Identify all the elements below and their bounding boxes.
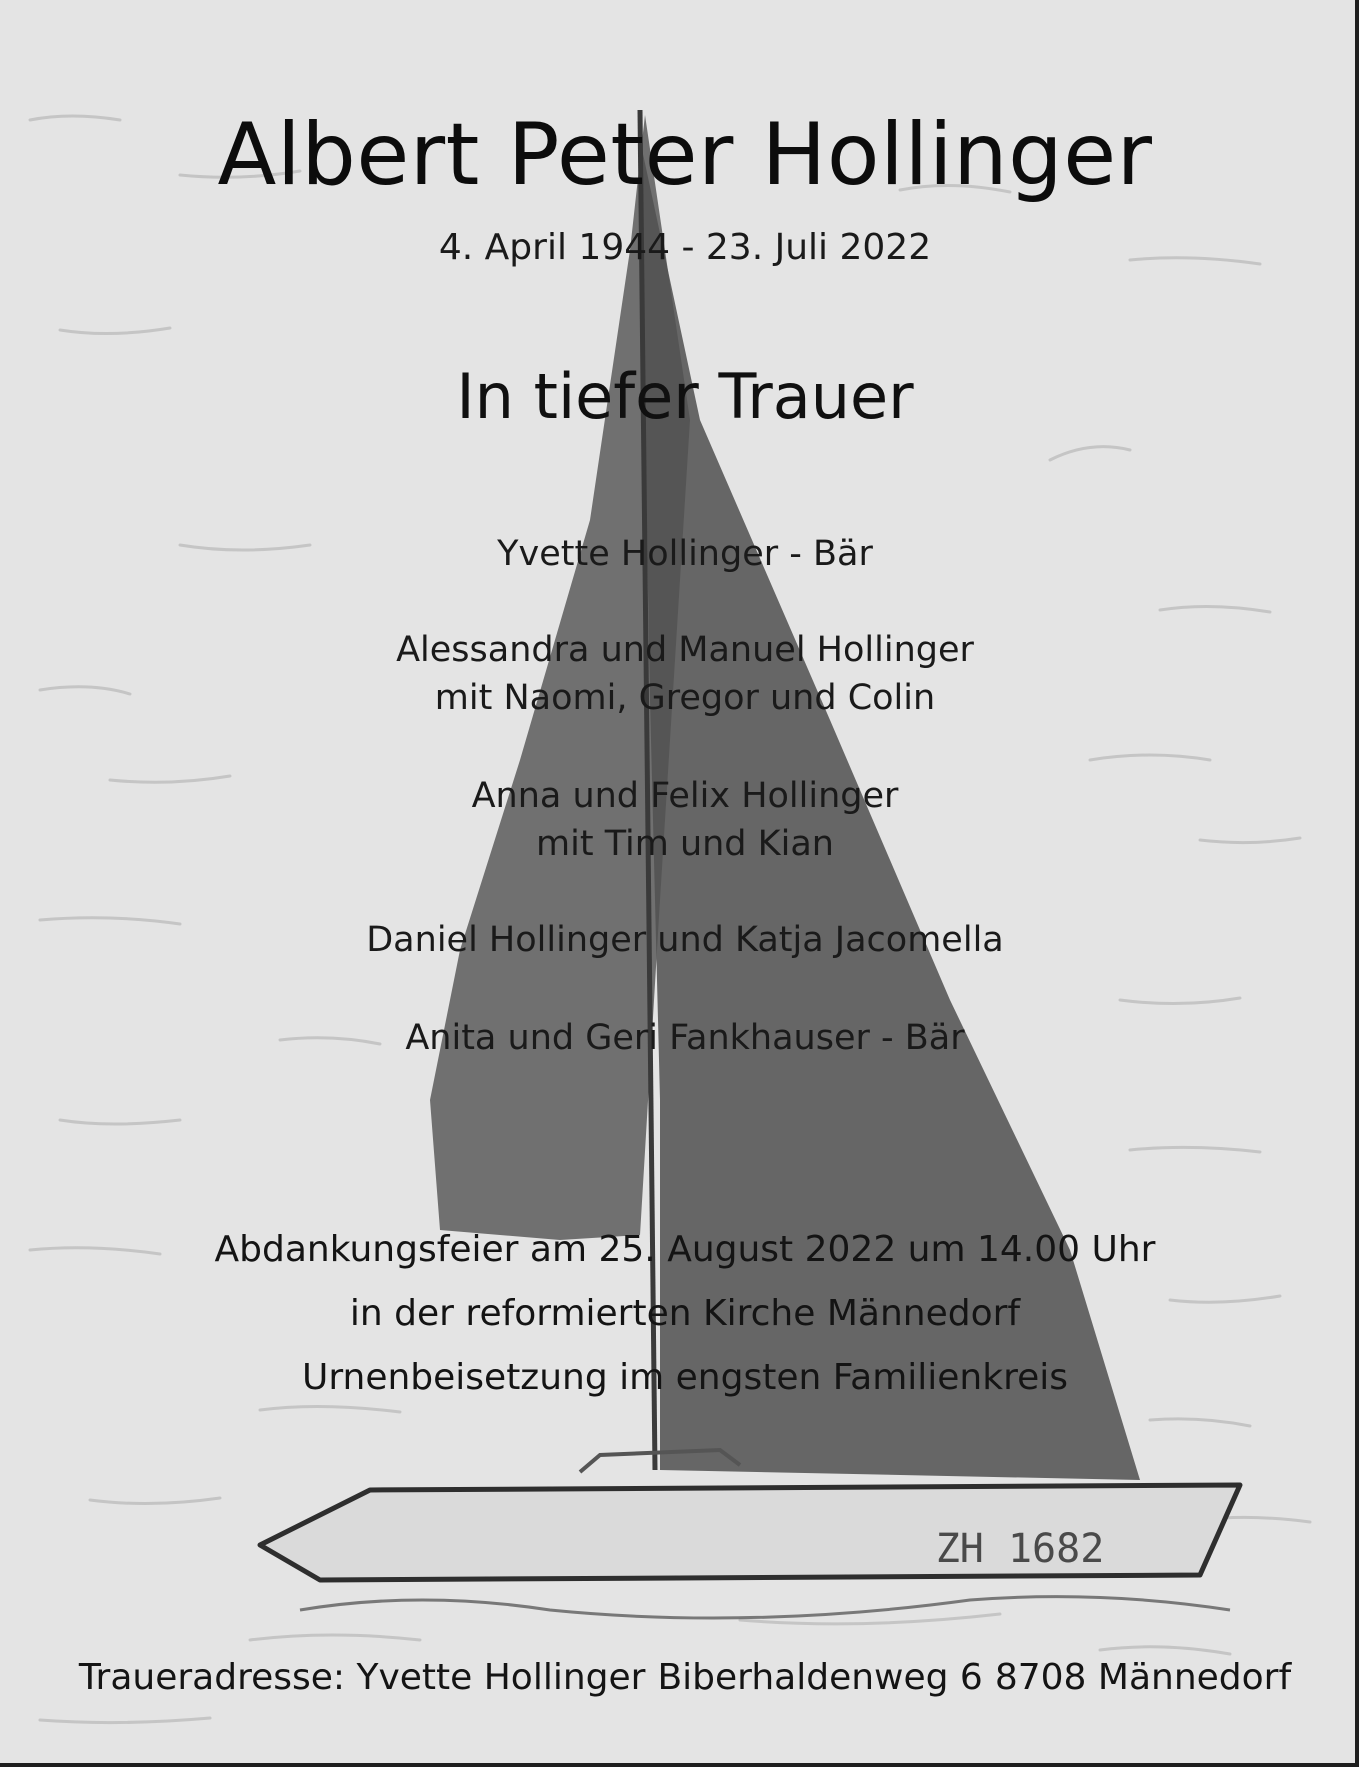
mourner-line: Yvette Hollinger - Bär xyxy=(497,534,873,574)
deceased-name: Albert Peter Hollinger xyxy=(217,105,1153,205)
mourning-heading: In tiefer Trauer xyxy=(456,360,914,433)
address-city: 8708 Männedorf xyxy=(994,1657,1292,1698)
mourner-line: Anita und Geri Fankhauser - Bär xyxy=(405,1018,965,1058)
mourner-line: Daniel Hollinger und Katja Jacomella xyxy=(366,920,1004,960)
service-details: Abdankungsfeier am 25. August 2022 um 14.00 Uhr xyxy=(214,1229,1156,1270)
address-label: Traueradresse: Yvette Hollinger xyxy=(78,1657,646,1698)
life-dates: 4. April 1944 - 23. Juli 2022 xyxy=(438,227,932,268)
mourner-line: Anna und Felix Hollinger xyxy=(471,776,899,816)
service-location: in der reformierten Kirche Männedorf xyxy=(349,1293,1021,1334)
mourner-line: mit Tim und Kian xyxy=(536,824,834,864)
mourner-line: Alessandra und Manuel Hollinger xyxy=(396,630,974,670)
mourner-line: mit Naomi, Gregor und Colin xyxy=(434,678,936,718)
burial-note: Urnenbeisetzung im engsten Familienkreis xyxy=(301,1357,1069,1398)
hull-marking: ZH 1682 xyxy=(935,1526,1105,1572)
address-street: Biberhaldenweg 6 xyxy=(657,1657,983,1698)
mourning-address xyxy=(0,1657,1359,1698)
